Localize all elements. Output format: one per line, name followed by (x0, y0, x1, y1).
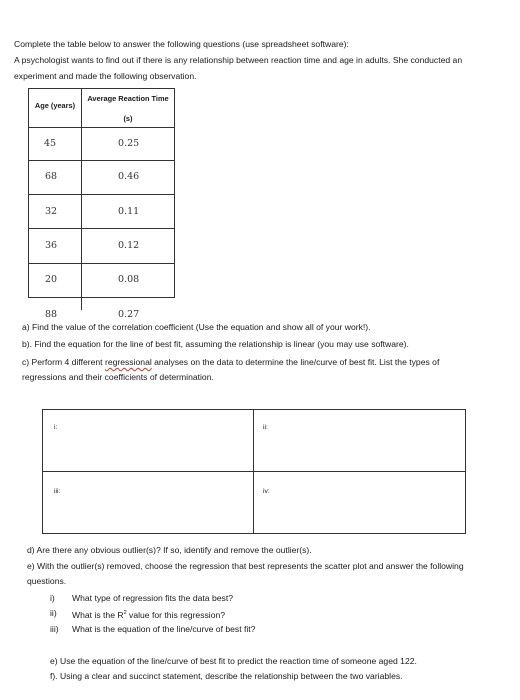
question-relationship: f). Using a clear and succinct statement, describe the relationship between the two variables. (50, 671, 403, 681)
question-a: a) Find the value of the correlation coefficient (Use the equation and show all of your work!). (22, 322, 371, 332)
time-cell: 0.27 (118, 309, 140, 320)
age-cell: 36 (45, 240, 58, 251)
grid-label-iii: iii: (54, 488, 61, 495)
grid-label-i: i: (54, 424, 58, 431)
misspelled-word: regressional (104, 357, 152, 367)
data-table (0, 0, 520, 330)
sub-question-ii: What is the $R^2$ value for this regression? (72, 609, 226, 620)
question-c: c) Perform 4 different regressional analyses on the data to determine the line/curve of best fit. List the types of (22, 357, 440, 367)
sub-question-number: iii) (50, 624, 59, 634)
question-e: e) With the outlier(s) removed, choose the regression that best represents the scatter plot and answer the following (27, 561, 464, 571)
problem-statement-line-2: experiment and made the following observation. (14, 71, 197, 81)
age-cell: 68 (45, 171, 58, 182)
sub-question-iii: What is the equation of the line/curve of best fit? (72, 624, 256, 634)
regression-answer-grid[interactable] (42, 409, 466, 534)
sub-question-i: What type of regression fits the data best? (72, 593, 233, 603)
instruction-heading: Complete the table below to answer the following questions (use spreadsheet software): (14, 39, 349, 49)
sub-question-number: i) (50, 593, 55, 603)
age-cell: 32 (45, 206, 58, 217)
question-prediction: e) Use the equation of the line/curve of best fit to predict the reaction time of someone aged 122. (50, 656, 417, 666)
grid-label-ii: ii: (263, 424, 268, 431)
sub-question-number: ii) (50, 608, 57, 618)
column-header-age: Age (years) (34, 101, 76, 110)
question-c-continued: regressions and their coefficients of determination. (22, 372, 214, 382)
grid-label-iv: iv: (263, 488, 270, 495)
question-e-continued: questions. (27, 576, 67, 586)
time-cell: 0.08 (118, 274, 140, 285)
question-b: b). Find the equation for the line of best fit, assuming the relationship is linear (you may use software). (22, 339, 409, 349)
age-cell: 45 (44, 138, 57, 149)
column-header-reaction-time: Average Reaction Time (87, 94, 169, 103)
time-cell: 0.25 (118, 138, 140, 149)
time-cell: 0.11 (118, 206, 140, 217)
column-header-unit: (s) (123, 114, 133, 123)
problem-statement-line-1: A psychologist wants to find out if there is any relationship between reaction time and age in adults. She conducted an (14, 55, 463, 65)
time-cell: 0.12 (118, 240, 140, 251)
age-cell: 20 (45, 274, 58, 285)
time-cell: 0.46 (118, 171, 140, 182)
question-d: d) Are there any obvious outlier(s)? If so, identify and remove the outlier(s). (27, 545, 312, 555)
age-cell: 88 (45, 309, 58, 320)
